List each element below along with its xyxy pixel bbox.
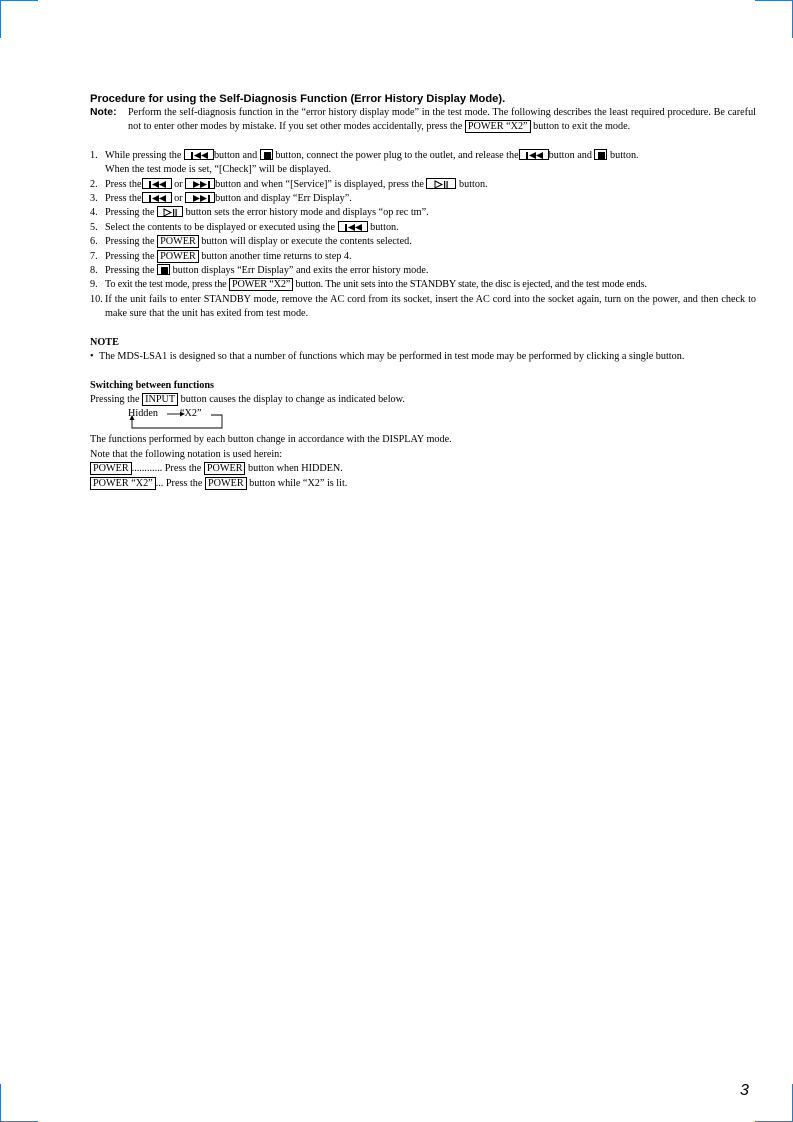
crop-mark-bottom-left-v	[0, 1084, 1, 1122]
step-body	[105, 293, 756, 322]
page-number: 3	[740, 1082, 749, 1099]
step-1	[90, 149, 756, 178]
step-text: button and	[213, 149, 258, 161]
stop-icon	[260, 149, 273, 160]
power-x2-key: POWER “X2”	[465, 120, 531, 133]
step-text: Pressing the	[105, 250, 155, 262]
step-body	[105, 264, 756, 278]
step-body	[105, 178, 756, 192]
step-text: button.	[370, 221, 399, 233]
step-text: If the unit fails to enter STANDBY mode, remove the AC cord from its socket, insert the AC cord into the socket again, turn on the power, and then check to make sure that the unit has exited from test mode.	[105, 293, 756, 320]
step-body	[105, 235, 756, 249]
step-number: 2.	[90, 178, 98, 190]
section-title: Procedure for using the Self-Diagnosis Function (Error History Display Mode).	[90, 93, 506, 105]
step-text: button. The unit sets into the STANDBY state, the disc is ejected, and the test mode ends.	[295, 279, 647, 291]
step-3	[90, 192, 756, 206]
switching-title: Switching between functions	[90, 379, 214, 391]
step-body	[105, 149, 756, 178]
skip-back-icon	[184, 149, 214, 160]
step-body	[105, 192, 756, 206]
step-body	[105, 250, 756, 264]
switching-line-2: The functions performed by each button change in accordance with the DISPLAY mode.	[90, 434, 452, 446]
procedure-steps	[90, 149, 756, 322]
switching-line-1	[90, 393, 756, 407]
display-mode-flow	[128, 407, 756, 433]
skip-forward-icon	[185, 178, 215, 189]
step-text: Pressing the	[105, 207, 155, 219]
step-text: or	[174, 178, 183, 190]
step-2	[90, 178, 756, 192]
flow-labels	[128, 407, 202, 421]
step-text: When the test mode is set, “[Check]” will be displayed.	[105, 164, 332, 176]
step-text: Pressing the	[105, 265, 155, 277]
note-text-part: Perform the self-diagnosis function in the “error history display mode” in the test mode. The following describes the least required procedure. Be careful not to enter other modes by mistake. If you set other modes accidentally, press the	[128, 107, 756, 133]
note-section-title: NOTE	[90, 336, 119, 348]
step-text: button and display “Err Display”.	[215, 193, 352, 205]
power-key: POWER	[204, 462, 246, 475]
step-7	[90, 250, 756, 264]
power-key: POWER	[157, 235, 199, 248]
notation-dots: ...	[155, 477, 164, 489]
step-text: button and when “[Service]” is displayed, press the	[215, 178, 424, 190]
step-number: 10.	[90, 293, 103, 305]
step-9	[90, 278, 756, 292]
step-text: button.	[610, 149, 639, 161]
notation-text: Press the	[165, 477, 203, 489]
step-text: button will display or execute the contents selected.	[201, 236, 412, 248]
power-x2-key: POWER “X2”	[229, 278, 293, 291]
note-label: Note:	[90, 107, 117, 118]
bullet-mark: •	[90, 351, 94, 363]
step-4	[90, 206, 756, 220]
switching-line-3: Note that the following notation is used herein:	[90, 448, 283, 460]
note-text	[128, 106, 756, 135]
step-text: or	[174, 193, 183, 205]
step-8	[90, 264, 756, 278]
skip-back-icon	[142, 192, 172, 203]
stop-icon	[594, 149, 607, 160]
step-number: 6.	[90, 236, 98, 248]
crop-mark-top-left-v	[0, 0, 1, 38]
step-10	[90, 293, 756, 322]
step-text: button and	[548, 149, 592, 161]
skip-back-icon	[519, 149, 549, 160]
power-x2-key: POWER “X2”	[90, 477, 156, 490]
switching-text: button causes the display to change as indicated below.	[180, 393, 405, 405]
skip-back-icon	[338, 221, 368, 232]
step-number: 7.	[90, 250, 98, 262]
notation-row-2	[90, 477, 756, 491]
step-5	[90, 221, 756, 235]
document-page	[90, 92, 756, 491]
step-text: button displays “Err Display” and exits the error history mode.	[172, 265, 429, 277]
step-body	[105, 278, 756, 292]
power-key: POWER	[157, 250, 199, 263]
step-text: Select the contents to be displayed or executed using the	[105, 221, 335, 233]
flow-x2-label: “X2”	[180, 408, 202, 420]
power-key: POWER	[205, 477, 247, 490]
step-text: Press the	[105, 178, 142, 190]
flow-hidden-label: Hidden	[128, 408, 158, 420]
note-text-part: button to exit the mode.	[533, 121, 631, 133]
play-pause-icon	[426, 178, 456, 189]
step-text: While pressing the	[105, 149, 182, 161]
switching-text: Pressing the	[90, 393, 140, 405]
skip-forward-icon	[185, 192, 215, 203]
step-text: To exit the test mode, press the	[105, 279, 227, 291]
step-text: Press the	[105, 193, 142, 205]
step-text: button.	[459, 178, 488, 190]
step-text: button sets the error history mode and displays “op rec tm”.	[185, 207, 429, 219]
step-number: 5.	[90, 221, 98, 233]
stop-icon	[157, 264, 170, 275]
step-text: button, connect the power plug to the outlet, and release the	[275, 149, 519, 161]
note-bullet	[90, 350, 756, 364]
notation-dots: ............	[131, 463, 163, 475]
step-text: Pressing the	[105, 236, 155, 248]
step-number: 3.	[90, 193, 98, 205]
step-text: button another time returns to step 4.	[201, 250, 352, 262]
notation-text: button when HIDDEN.	[248, 463, 343, 475]
step-body	[105, 206, 756, 220]
step-body	[105, 221, 756, 235]
crop-mark-top-left-h	[0, 0, 38, 1]
crop-mark-top-right-h	[755, 0, 793, 1]
step-6	[90, 235, 756, 249]
notation-text: button while “X2” is lit.	[249, 477, 348, 489]
power-key: POWER	[90, 462, 132, 475]
skip-back-icon	[142, 178, 172, 189]
input-key: INPUT	[142, 393, 178, 406]
note-bullet-text: The MDS-LSA1 is designed so that a number of functions which may be performed in test mode may be performed by clicking a single button.	[99, 351, 685, 363]
step-number: 1.	[90, 149, 98, 161]
play-pause-icon	[157, 206, 183, 217]
step-number: 4.	[90, 207, 98, 219]
step-number: 8.	[90, 265, 98, 277]
note-block	[90, 106, 756, 135]
step-number: 9.	[90, 279, 98, 291]
notation-row-1	[90, 462, 756, 476]
notation-text: Press the	[164, 463, 202, 475]
